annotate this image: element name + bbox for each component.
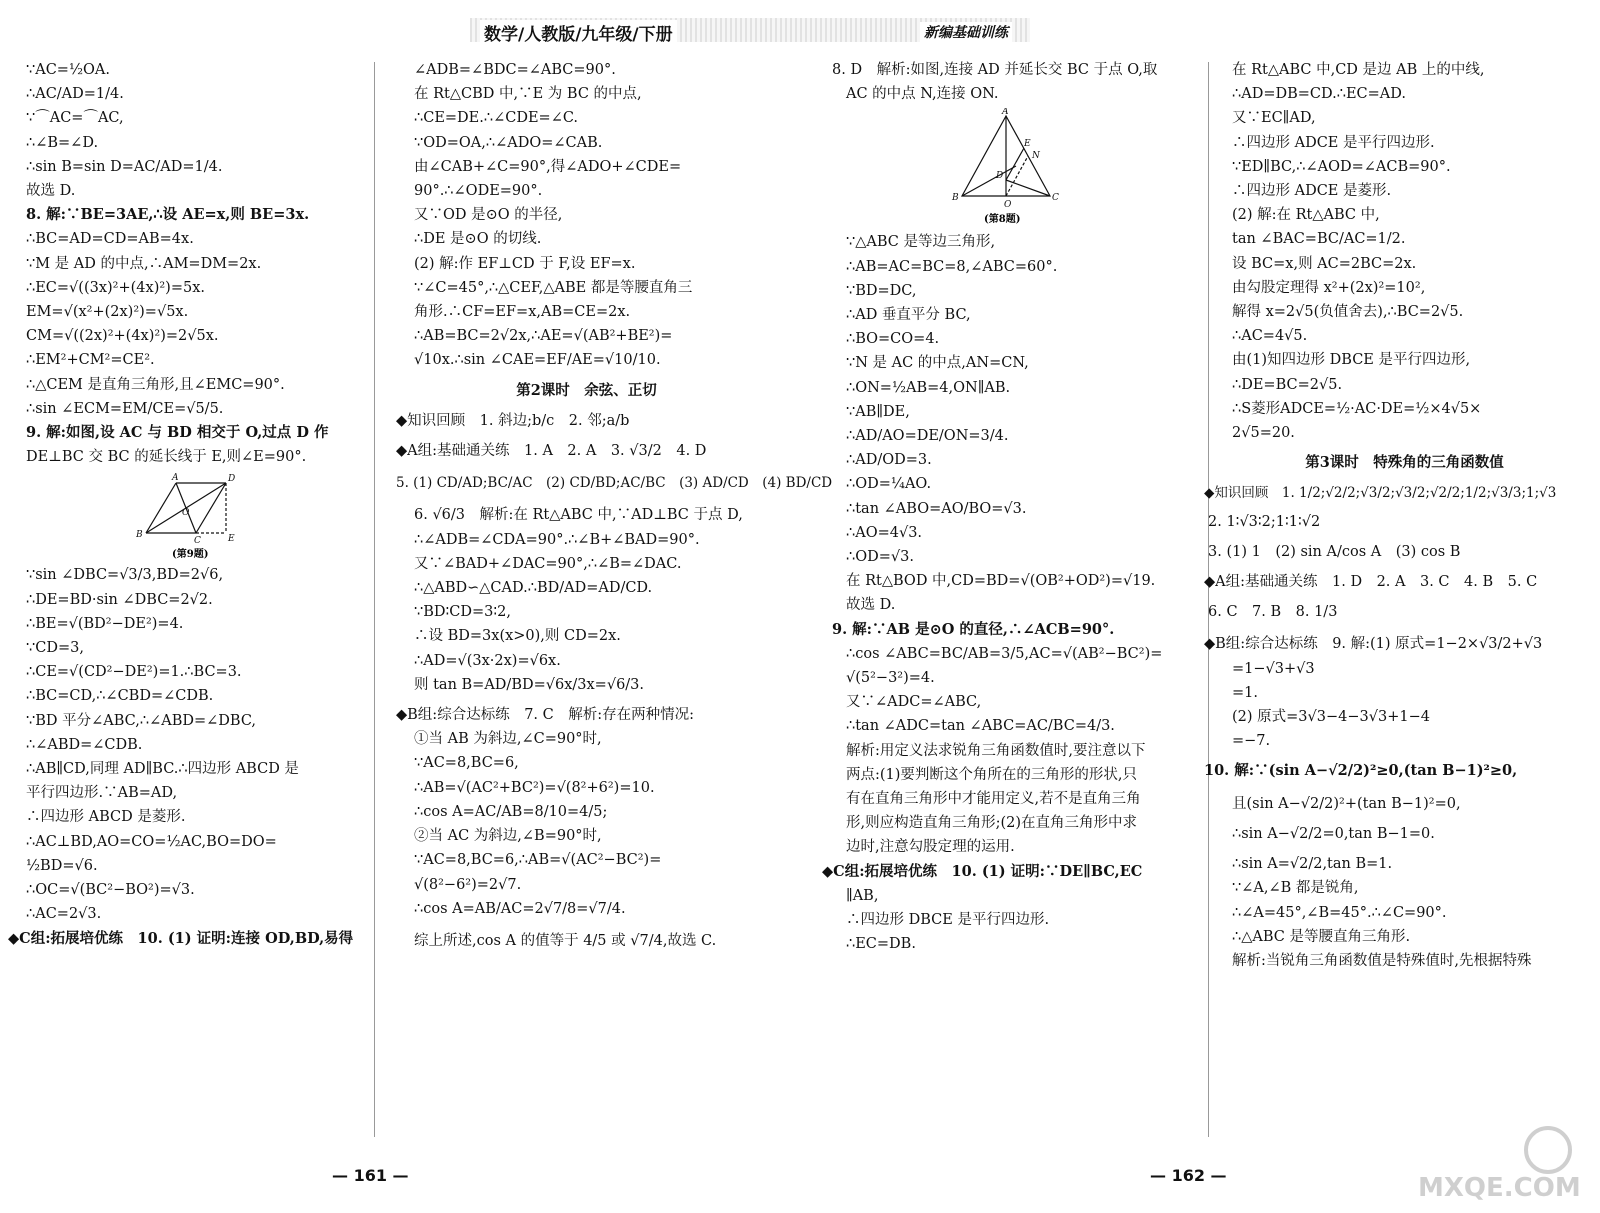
text-line: ∴tan ∠ABO=AO/BO=√3. (846, 500, 1027, 517)
text-line: 又∵∠ADC=∠ABC, (846, 694, 982, 711)
text-line: ∴ON=½AB=4,ON∥AB. (846, 379, 1011, 396)
text-line: ∵N 是 AC 的中点,AN=CN, (846, 355, 1029, 372)
page-number-right: — 162 — (1150, 1166, 1227, 1185)
text-line: 故选 D. (846, 597, 896, 614)
book-title: 数学/人教版/九年级/下册 (480, 20, 677, 45)
section-title: 第2课时 余弦、正切 (516, 381, 657, 399)
text-line: ∴CE=DE.∴∠CDE=∠C. (414, 110, 579, 127)
text-line: ∴AD=√(3x·2x)=√6x. (414, 652, 561, 669)
text-line: 故选 D. (26, 183, 76, 200)
text-line: ◆知识回顾 1. 1/2;√2/2;√3/2;√3/2;√2/2;1/2;√3/3;1;√3 (1204, 485, 1557, 502)
text-line: ∴BO=CO=4. (846, 331, 940, 348)
text-line: ∴AO=4√3. (846, 524, 923, 541)
text-line: ∵∠C=45°,∴△CEF,△ABE 都是等腰直角三 (414, 279, 693, 296)
text-line: ∴∠B=∠D. (26, 134, 99, 151)
text-line: ∴AB=√(AC²+BC²)=√(8²+6²)=10. (414, 779, 655, 796)
text-line: ∴cos A=AB/AC=2√7/8=√7/4. (414, 900, 626, 917)
text-line: 由∠CAB+∠C=90°,得∠ADO+∠CDE= (414, 158, 682, 175)
text-line: 平行四边形.∵AB=AD, (26, 785, 178, 802)
text-line: ∴AD/OD=3. (846, 452, 932, 469)
text-line: ∴AD/AO=DE/ON=3/4. (846, 428, 1009, 445)
text-line: (2) 原式=3√3−4−3√3+1−4 (1232, 709, 1430, 726)
text-line: 形,则应构造直角三角形;(2)在直角三角形中求 (846, 815, 1138, 832)
text-line: ∴△CEM 是直角三角形,且∠EMC=90°. (26, 376, 285, 393)
text-line: ∴AC=4√5. (1232, 328, 1308, 345)
text-line: ∴△ABC 是等腰直角三角形. (1232, 928, 1411, 945)
text-line: ◆C组:拓展培优练 10. (1) 证明:∵DE∥BC,EC (822, 862, 1143, 880)
text-line: ∴BE=√(BD²−DE²)=4. (26, 615, 184, 632)
text-line: ∴S菱形ADCE=½·AC·DE=½×4√5× (1232, 400, 1482, 417)
svg-text:O: O (182, 508, 190, 519)
text-line: ∴四边形 ADCE 是平行四边形. (1232, 134, 1435, 151)
svg-text:D: D (228, 474, 236, 485)
text-line: ∴∠ABD=∠CDB. (26, 736, 143, 753)
text-line: 解析:当锐角三角函数值是特殊值时,先根据特殊 (1232, 952, 1532, 969)
svg-text:A: A (172, 473, 179, 484)
column-1 (8, 58, 366, 951)
text-line: 10. 解:∵(sin A−√2/2)²≥0,(tan B−1)²≥0, (1204, 762, 1518, 780)
text-line: 在 Rt△ABC 中,CD 是边 AB 上的中线, (1232, 62, 1485, 78)
text-line: ∵M 是 AD 的中点,∴AM=DM=2x. (26, 255, 262, 272)
watermark-logo (1398, 1118, 1588, 1202)
text-line: EM=√(x²+(2x)²)=√5x. (26, 304, 189, 321)
text-line: ∠ADB=∠BDC=∠ABC=90°. (414, 62, 616, 78)
svg-text:O: O (1004, 200, 1012, 211)
svg-text:D: D (996, 171, 1004, 182)
text-line: ①当 AB 为斜边,∠C=90°时, (414, 731, 602, 748)
text-line: ∵BD 平分∠ABC,∴∠ABD=∠DBC, (26, 712, 257, 729)
text-line: ∴AC=2√3. (26, 906, 102, 923)
text-line: 5. (1) CD/AD;BC/AC (2) CD/BD;AC/BC (3) AD/CD (4) BD/CD (396, 475, 833, 492)
text-line: 解得 x=2√5(负值舍去),∴BC=2√5. (1232, 304, 1464, 321)
text-line: 3. (1) 1 (2) sin A/cos A (3) cos B (1208, 543, 1461, 560)
section-title: 第3课时 特殊角的三角函数值 (1305, 454, 1504, 472)
svg-text:E: E (1024, 139, 1031, 150)
text-line: 边时,注意勾股定理的运用. (846, 839, 1015, 856)
text-line: =1. (1232, 684, 1258, 701)
text-line: ◆C组:拓展培优练 10. (1) 证明:连接 OD,BD,易得 (8, 929, 354, 947)
text-line: 在 Rt△CBD 中,∵E 为 BC 的中点, (414, 86, 642, 103)
text-line: ∵BD∶CD=3∶2, (414, 604, 511, 621)
text-line: ∵CD=3, (26, 640, 84, 657)
text-line: ∵OD=OA,∴∠ADO=∠CAB. (414, 134, 603, 151)
svg-text:B: B (952, 193, 959, 204)
column-3 (822, 58, 1186, 957)
text-line: √(8²−6²)=2√7. (414, 876, 522, 893)
text-line: ∴四边形 ADCE 是菱形. (1232, 183, 1392, 200)
text-line: tan ∠BAC=BC/AC=1/2. (1232, 231, 1406, 248)
text-line: ◆A组:基础通关练 1. D 2. A 3. C 4. B 5. C (1204, 574, 1538, 591)
text-line: ∴OD=√3. (846, 549, 914, 566)
book-brand: 新编基础训练 (920, 22, 1012, 42)
text-line: ◆知识回顾 1. 斜边;b/c 2. 邻;a/b (396, 412, 630, 429)
text-line: 90°.∴∠ODE=90°. (414, 183, 543, 200)
text-line: 在 Rt△BOD 中,CD=BD=√(OB²+OD²)=√19. (846, 573, 1156, 590)
figure-8-label: (第8题) (984, 214, 1021, 226)
text-line: ∴sin B=sin D=AC/AD=1/4. (26, 158, 223, 175)
figure-9-label: (第9题) (172, 549, 209, 561)
text-line: 两点:(1)要判断这个角所在的三角形的形状,只 (846, 766, 1138, 783)
svg-text:N: N (1032, 151, 1040, 162)
svg-text:B: B (136, 530, 143, 541)
text-line: ∵AC=8,BC=6,∴AB=√(AC²−BC²)= (414, 852, 662, 869)
text-line: ∵AC=8,BC=6, (414, 755, 519, 772)
text-line: 又∵∠BAD+∠DAC=90°,∴∠B=∠DAC. (414, 555, 682, 572)
text-line: ∴AC⊥BD,AO=CO=½AC,BO=DO= (26, 833, 277, 850)
text-line: √10x.∴sin ∠CAE=EF/AE=√10/10. (414, 352, 661, 369)
figure-9 (136, 471, 256, 561)
text-line: ∵BD=DC, (846, 282, 917, 299)
text-line: ∴AB=AC=BC=8,∠ABC=60°. (846, 258, 1058, 275)
page-number-left: — 161 — (332, 1166, 409, 1185)
figure-8 (946, 108, 1086, 228)
text-line: ◆B组:综合达标练 9. 解:(1) 原式=1−2×√3/2+√3 (1204, 636, 1543, 653)
column-divider (374, 62, 375, 1137)
text-line: 8. 解:∵BE=3AE,∴设 AE=x,则 BE=3x. (26, 206, 310, 224)
text-line: ∴sin A=√2/2,tan B=1. (1232, 856, 1393, 873)
svg-text:A: A (1002, 108, 1009, 118)
text-line: ∴AB∥CD,同理 AD∥BC.∴四边形 ABCD 是 (26, 761, 299, 778)
text-line: ∴sin A−√2/2=0,tan B−1=0. (1232, 825, 1435, 842)
text-line: 2√5=20. (1232, 425, 1295, 442)
text-line: 2. 1∶√3∶2;1∶1∶√2 (1208, 513, 1321, 530)
text-line: ∵ED∥BC,∴∠AOD=∠ACB=90°. (1232, 158, 1451, 175)
text-line: CM=√((2x)²+(4x)²)=2√5x. (26, 328, 219, 345)
text-line: ∴△ABD∽△CAD.∴BD/AD=AD/CD. (414, 580, 653, 597)
text-line: ∴EM²+CM²=CE². (26, 352, 155, 369)
text-line: 6. √6/3 解析:在 Rt△ABC 中,∵AD⊥BC 于点 D, (414, 507, 743, 524)
text-line: 则 tan B=AD/BD=√6x/3x=√6/3. (414, 676, 645, 693)
text-line: ∴DE=BD·sin ∠DBC=2√2. (26, 591, 213, 608)
watermark-text: MXQE.COM (1418, 1173, 1581, 1202)
text-line: ②当 AC 为斜边,∠B=90°时, (414, 828, 602, 845)
text-line: ∴tan ∠ADC=tan ∠ABC=AC/BC=4/3. (846, 718, 1115, 735)
text-line: ∵AC=½OA. (26, 62, 110, 78)
text-line: ∴OC=√(BC²−BO²)=√3. (26, 882, 195, 899)
text-line: ∵AB∥DE, (846, 403, 910, 420)
text-line: 9. 解:如图,设 AC 与 BD 相交于 O,过点 D 作 (26, 424, 329, 442)
text-line: ∴cos ∠ABC=BC/AB=3/5,AC=√(AB²−BC²)= (846, 645, 1163, 662)
text-line: ∴BC=AD=CD=AB=4x. (26, 231, 194, 248)
text-line: ∴EC=DB. (846, 936, 916, 953)
text-line: ◆A组:基础通关练 1. A 2. A 3. √3/2 4. D (396, 443, 707, 460)
text-line: ∵sin ∠DBC=√3/3,BD=2√6, (26, 567, 224, 584)
column-4 (1204, 58, 1577, 973)
text-line: 设 BC=x,则 AC=2BC=2x. (1232, 255, 1417, 272)
text-line: ∴cos A=AC/AB=8/10=4/5; (414, 803, 608, 820)
text-line: 有在直角三角形中才能用定义,若不是直角三角 (846, 791, 1141, 808)
text-line: ∴∠ADB=∠CDA=90°.∴∠B+∠BAD=90°. (414, 531, 700, 548)
text-line: ∵⌒AC=⌒AC, (26, 110, 124, 127)
page-header (0, 0, 1600, 46)
text-line: ∴DE=BC=2√5. (1232, 376, 1343, 393)
svg-text:E: E (228, 534, 235, 545)
text-line: 8. D 解析:如图,连接 AD 并延长交 BC 于点 O,取 (832, 62, 1158, 78)
text-line: ∴AD=DB=CD.∴EC=AD. (1232, 86, 1406, 103)
text-line: ∴四边形 ABCD 是菱形. (26, 809, 186, 826)
text-line: (2) 解:作 EF⊥CD 于 F,设 EF=x. (414, 255, 636, 272)
text-line: 角形.∴CF=EF=x,AB=CE=2x. (414, 304, 631, 321)
column-2 (396, 58, 833, 953)
text-line: ∴BC=CD,∴∠CBD=∠CDB. (26, 688, 214, 705)
text-line: =−7. (1232, 733, 1271, 750)
svg-text:C: C (194, 536, 201, 547)
text-line: ∴CE=√(CD²−DE²)=1.∴BC=3. (26, 664, 242, 681)
text-line: ∴sin ∠ECM=EM/CE=√5/5. (26, 400, 224, 417)
text-line: 由勾股定理得 x²+(2x)²=10², (1232, 279, 1426, 296)
text-line: 又∵EC∥AD, (1232, 110, 1316, 127)
text-line: 综上所述,cos A 的值等于 4/5 或 √7/4,故选 C. (414, 932, 717, 949)
text-line: AC 的中点 N,连接 ON. (846, 86, 999, 103)
text-line: 解析:用定义法求锐角三角函数值时,要注意以下 (846, 742, 1146, 759)
svg-text:C: C (1052, 193, 1059, 204)
text-line: ∴AB=BC=2√2x,∴AE=√(AB²+BE²)= (414, 328, 673, 345)
text-line: ∴AD 垂直平分 BC, (846, 307, 971, 324)
text-line: 9. 解:∵AB 是⊙O 的直径,∴∠ACB=90°. (832, 620, 1115, 638)
text-line: ∥AB, (846, 887, 879, 904)
text-line: ∴∠A=45°,∠B=45°.∴∠C=90°. (1232, 904, 1447, 921)
text-line: 且(sin A−√2/2)²+(tan B−1)²=0, (1232, 795, 1461, 812)
text-line: ∴OD=¼AO. (846, 476, 932, 493)
text-line: ½BD=√6. (26, 857, 98, 874)
text-line: ∴DE 是⊙O 的切线. (414, 231, 542, 248)
text-line: ∴四边形 DBCE 是平行四边形. (846, 912, 1050, 929)
text-line: 由(1)知四边形 DBCE 是平行四边形, (1232, 352, 1471, 369)
text-line: =1−√3+√3 (1232, 660, 1315, 677)
text-line: 6. C 7. B 8. 1/3 (1208, 604, 1338, 621)
text-line: √(5²−3²)=4. (846, 670, 935, 687)
text-line: ◆B组:综合达标练 7. C 解析:存在两种情况: (396, 707, 694, 724)
text-line: 又∵OD 是⊙O 的半径, (414, 207, 563, 224)
text-line: ∴设 BD=3x(x>0),则 CD=2x. (414, 628, 621, 645)
text-line: DE⊥BC 交 BC 的延长线于 E,则∠E=90°. (26, 449, 307, 466)
text-line: ∵△ABC 是等边三角形, (846, 234, 996, 251)
text-line: ∴EC=√((3x)²+(4x)²)=5x. (26, 279, 205, 296)
text-line: (2) 解:在 Rt△ABC 中, (1232, 207, 1380, 224)
text-line: ∴AC/AD=1/4. (26, 86, 124, 103)
text-line: ∵∠A,∠B 都是锐角, (1232, 880, 1359, 897)
